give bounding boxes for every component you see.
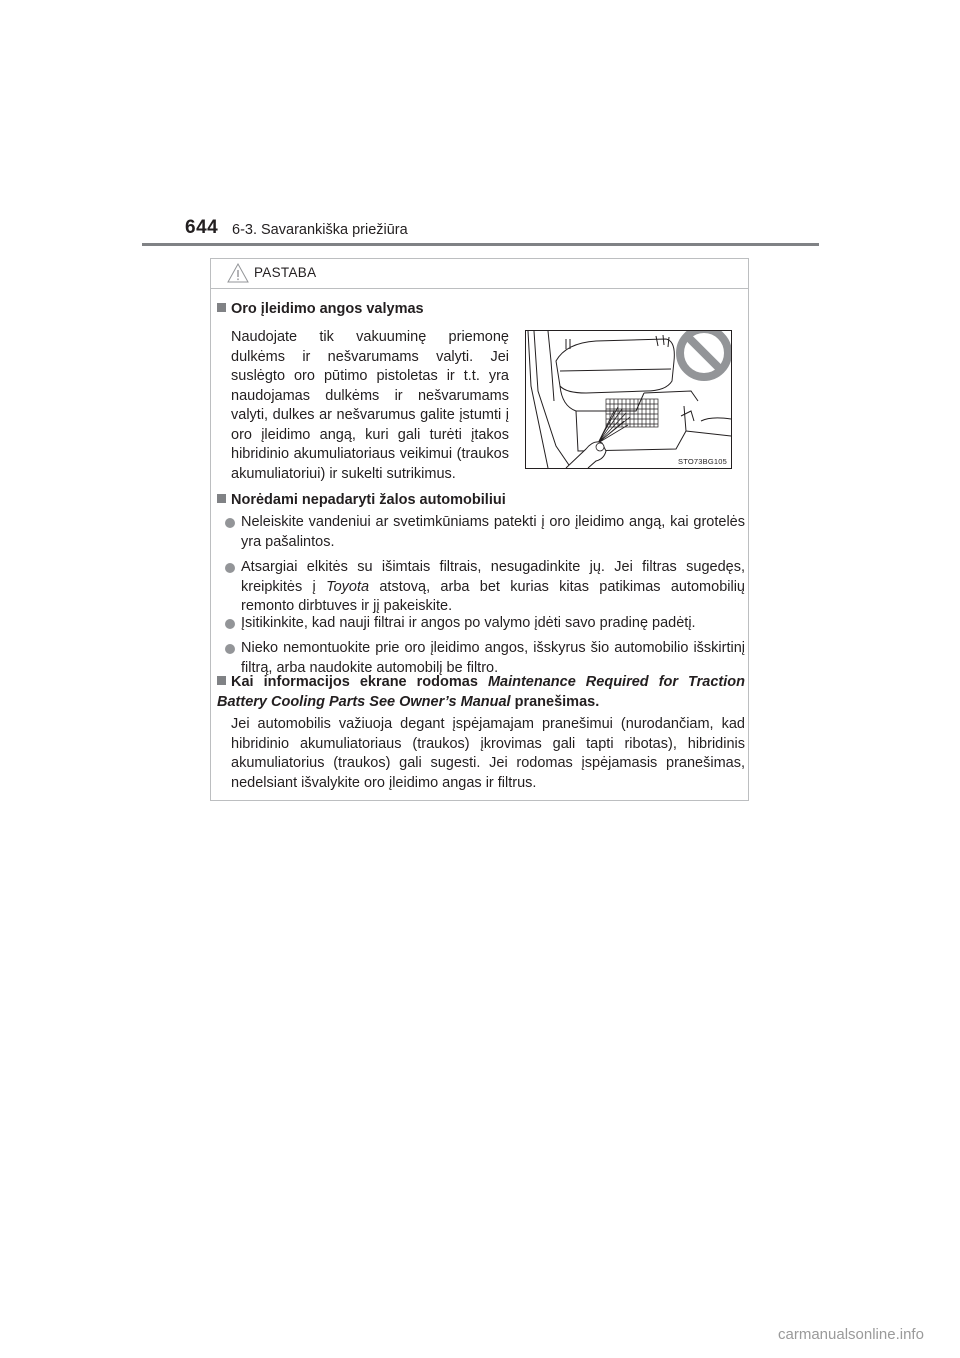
- section-heading-air-intake: [217, 300, 424, 319]
- bullet-text-part: Atsargiai elkitės su išimtais filtrais, nesugadinkite jų. Jei filtras sugedęs, kreipkitės į: [241, 559, 745, 595]
- bullet-text-part: atstovą, arba bet kurias kitas patikimas automobilių remonto dirbtuves ir jį pakeiskite.: [241, 578, 745, 614]
- prohibited-icon: [680, 331, 728, 377]
- bullet-text: Neleiskite vandeniui ar svetimkūniams patekti į oro įleidimo angą, kai grotelės yra pašalintos.: [241, 514, 745, 550]
- bullet-item: [225, 614, 745, 634]
- vacuum-illustration: [526, 331, 731, 468]
- section-heading-text: Norėdami nepadaryti žalos automobiliui: [231, 492, 506, 508]
- section-title: 6-3. Savarankiška priežiūra: [232, 222, 408, 238]
- round-bullet-icon: [225, 644, 235, 654]
- notice-title: PASTABA: [254, 265, 317, 280]
- watermark: carmanualsonline.info: [778, 1326, 924, 1343]
- header-rule: [142, 243, 819, 246]
- bullet-text: Nieko nemontuokite prie oro įleidimo angos, išskyrus šio automobilio išskirtinį filtrą, arba naudokite automobilį be filtro.: [241, 640, 745, 676]
- figure-code: STO73BG105: [678, 457, 727, 466]
- brand-name: Toyota: [326, 578, 370, 595]
- bullet-item: [225, 558, 745, 617]
- square-bullet-icon: [217, 494, 226, 503]
- section-heading-maintenance-message: [217, 673, 745, 712]
- air-intake-figure: [525, 330, 732, 469]
- notice-box: [210, 258, 749, 801]
- bullet-item: [225, 513, 745, 552]
- square-bullet-icon: [217, 303, 226, 312]
- round-bullet-icon: [225, 619, 235, 629]
- section-heading-text: Oro įleidimo angos valymas: [231, 301, 424, 317]
- page-number: 644: [185, 217, 219, 238]
- heading-text-part: pranešimas.: [510, 693, 600, 710]
- round-bullet-icon: [225, 563, 235, 573]
- round-bullet-icon: [225, 518, 235, 528]
- section-heading-avoid-damage: [217, 491, 506, 510]
- square-bullet-icon: [217, 676, 226, 685]
- bullet-text: [241, 558, 745, 617]
- heading-text-part: Kai informacijos ekrane rodomas: [231, 674, 488, 690]
- maintenance-paragraph: Jei automobilis važiuoja degant įspėjamajam pranešimui (nurodančiam, kad hibridinio akumuliatoriaus (traukos) įkrovimas gali tapti ribotas), hibridinis akumuliatorius (traukos) gali sugesti. Jei rodomas įspėjamasis pranešimas, nedelsiant išvalykite oro įleidimo angas ir filtrus.: [231, 716, 745, 791]
- air-intake-paragraph: Naudojate tik vakuuminę priemonę dulkėms ir nešvarumams valyti. Jei suslėgto oro pūtimo pistoletas ir t.t. yra naudojamas dulkėms ir nešvarumams valyti, dulkes ar nešvarumus galite įstumti į oro įleidimo angą, kuri gali turėti įtakos hibridinio akumuliatoriaus veikimui (traukos akumuliatoriui) ir sukelti sutrikimus.: [231, 329, 509, 482]
- message-text: Maintenance Required for Traction Battery Cooling Parts See Owner’s Manual: [217, 674, 745, 710]
- notice-header: [211, 259, 748, 289]
- warning-triangle-icon: [227, 263, 249, 283]
- bullet-text: Įsitikinkite, kad nauji filtrai ir angos po valymo įdėti savo pradinę padėtį.: [241, 615, 696, 631]
